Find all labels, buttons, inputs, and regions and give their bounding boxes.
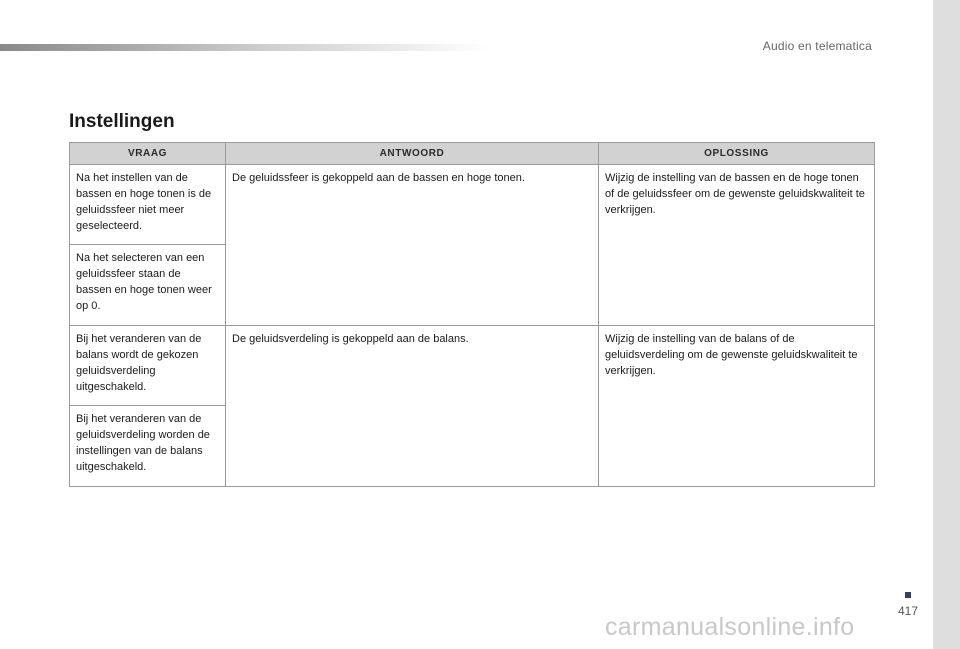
table-row — [70, 326, 875, 406]
answer-cell: De geluidsverdeling is gekoppeld aan de balans. — [226, 326, 599, 487]
column-header-question: VRAAG — [70, 143, 226, 165]
page-marker-square — [905, 592, 911, 598]
settings-faq-table — [69, 142, 875, 487]
question-cell: Bij het veranderen van de geluidsverdeling worden de instellingen van de balans uitgeschakeld. — [70, 406, 226, 487]
solution-cell: Wijzig de instelling van de balans of de geluidsverdeling om de gewenste geluidskwaliteit te verkrijgen. — [599, 326, 875, 487]
page-title: Instellingen — [69, 111, 175, 132]
section-label: Audio en telematica — [762, 39, 872, 53]
page-number: 417 — [898, 604, 919, 618]
table-row — [70, 165, 875, 245]
question-cell: Na het instellen van de bassen en hoge tonen is de geluidssfeer niet meer geselecteerd. — [70, 165, 226, 245]
header-gradient-bar — [0, 44, 490, 51]
column-header-answer: ANTWOORD — [226, 143, 599, 165]
question-cell: Bij het veranderen van de balans wordt de gekozen geluidsverdeling uitgeschakeld. — [70, 326, 226, 406]
table-header-row — [70, 143, 875, 165]
side-band — [933, 0, 960, 649]
answer-cell: De geluidssfeer is gekoppeld aan de bassen en hoge tonen. — [226, 165, 599, 326]
watermark-text: carmanualsonline.info — [605, 613, 855, 641]
question-cell: Na het selecteren van een geluidssfeer staan de bassen en hoge tonen weer op 0. — [70, 245, 226, 326]
solution-cell: Wijzig de instelling van de bassen en de hoge tonen of de geluidssfeer om de gewenste geluidskwaliteit te verkrijgen. — [599, 165, 875, 326]
column-header-solution: OPLOSSING — [599, 143, 875, 165]
